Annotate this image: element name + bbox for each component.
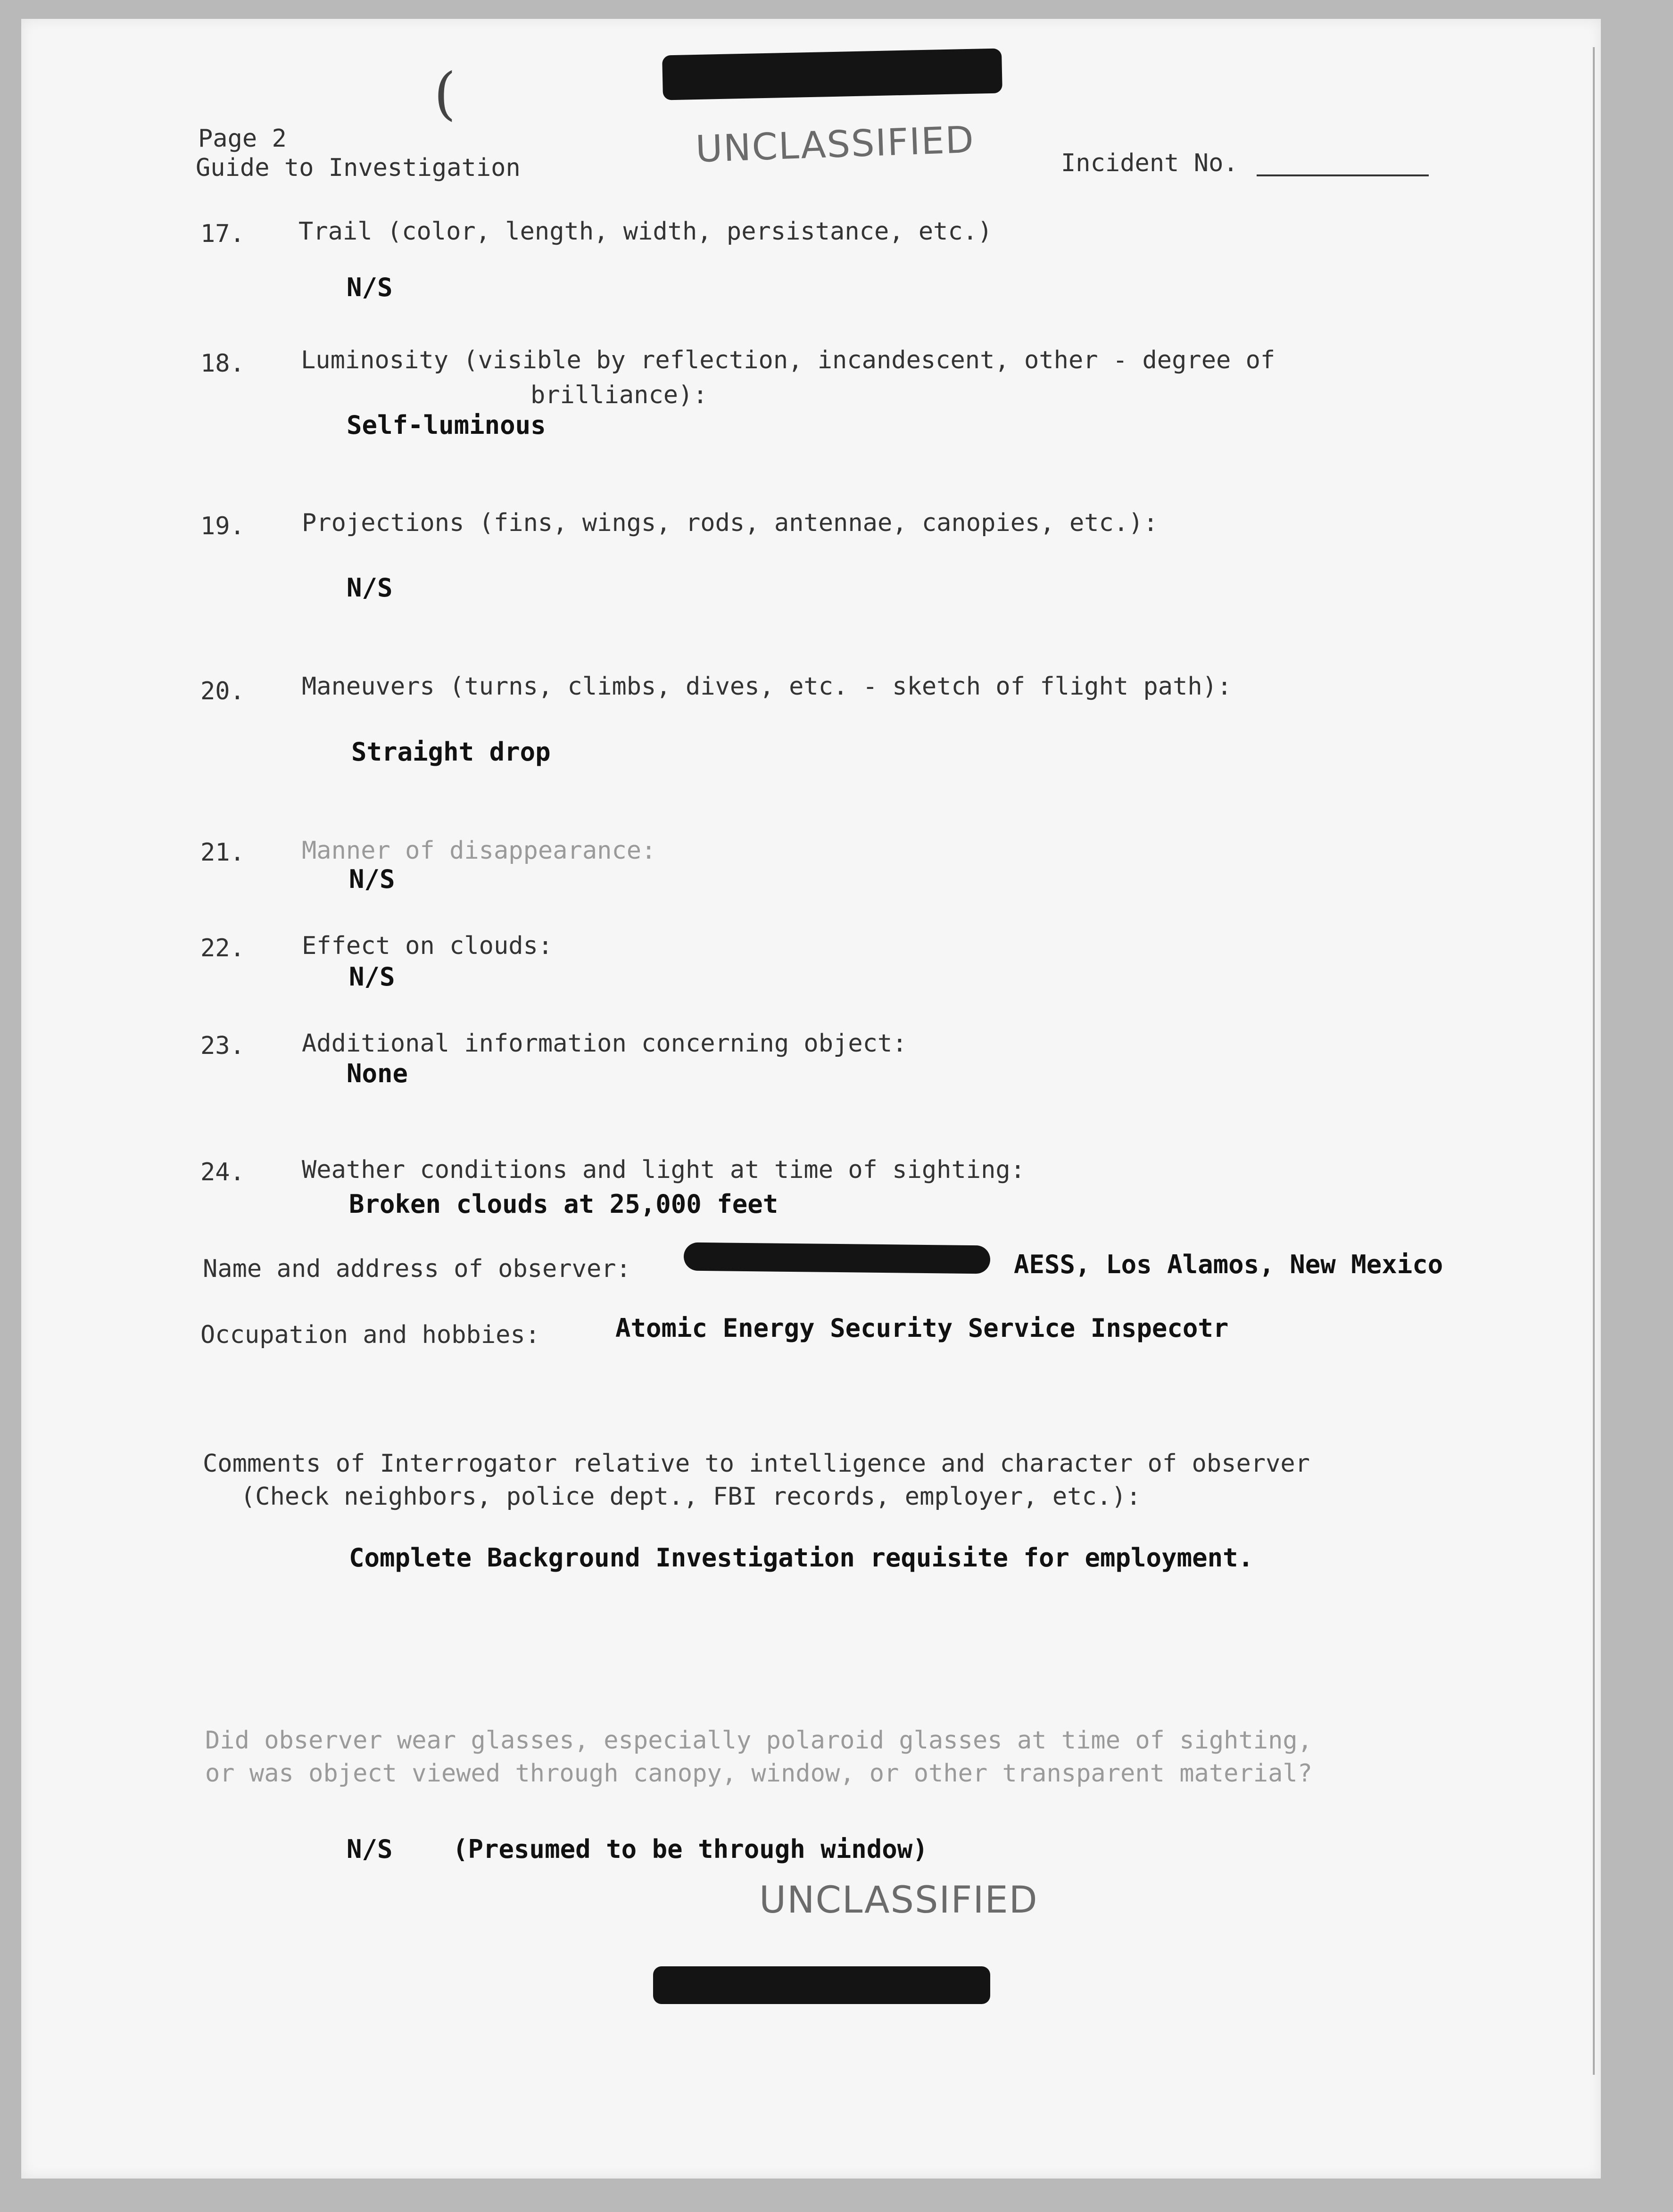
item-answer: N/S — [349, 962, 395, 992]
redaction-bottom — [653, 1966, 990, 2004]
glasses-question-line1: Did observer wear glasses, especially polaroid glasses at time of sighting, — [205, 1726, 1312, 1755]
item-question: Trail (color, length, width, persistance, etc.) — [298, 217, 993, 246]
item-question: Additional information concerning object: — [302, 1029, 907, 1058]
item-answer: Broken clouds at 25,000 feet — [349, 1189, 779, 1219]
guide-title: Guide to Investigation — [196, 154, 521, 182]
item-question: Effect on clouds: — [302, 932, 553, 960]
page-edge — [1593, 47, 1595, 2075]
item-answer: N/S — [347, 273, 393, 302]
glasses-question-line2: or was object viewed through canopy, window, or other transparent material? — [205, 1759, 1312, 1788]
item-answer: N/S — [347, 573, 393, 603]
margin-mark: ( — [434, 61, 456, 127]
occupation-label: Occupation and hobbies: — [200, 1321, 540, 1349]
item-number: 19. — [200, 512, 245, 540]
item-question: Weather conditions and light at time of sighting: — [302, 1156, 1026, 1184]
item-question: Projections (fins, wings, rods, antennae, canopies, etc.): — [302, 509, 1158, 537]
item-question: Maneuvers (turns, climbs, dives, etc. - sketch of flight path): — [302, 672, 1232, 701]
item-number: 21. — [200, 838, 245, 867]
glasses-answer-note: (Presumed to be through window) — [453, 1834, 928, 1864]
observer-address: AESS, Los Alamos, New Mexico — [1014, 1250, 1443, 1279]
redaction-observer-name — [684, 1243, 991, 1274]
page-number: Page 2 — [198, 124, 287, 153]
item-question: Luminosity (visible by reflection, incandescent, other - degree of — [301, 346, 1275, 374]
comments-answer: Complete Background Investigation requisite for employment. — [349, 1543, 1254, 1573]
item-number: 24. — [200, 1158, 245, 1186]
classification-stamp-top: UNCLASSIFIED — [695, 118, 976, 171]
item-question-continued: brilliance): — [530, 381, 708, 409]
item-number: 20. — [200, 677, 245, 705]
item-number: 22. — [200, 934, 245, 962]
incident-label: Incident No. — [1061, 149, 1238, 177]
item-number: 17. — [200, 220, 245, 248]
item-answer: Straight drop — [351, 737, 551, 767]
item-answer: N/S — [349, 864, 395, 894]
comments-label-line1: Comments of Interrogator relative to intelligence and character of observer — [203, 1450, 1310, 1478]
incident-number-blank — [1257, 174, 1429, 176]
observer-name-label: Name and address of observer: — [203, 1255, 631, 1283]
glasses-answer-code: N/S — [347, 1834, 393, 1864]
redaction-top — [662, 48, 1002, 100]
item-question: Manner of disappearance: — [302, 837, 656, 865]
item-answer: None — [347, 1059, 408, 1088]
item-answer: Self-luminous — [347, 410, 546, 440]
item-number: 23. — [200, 1032, 245, 1060]
occupation-value: Atomic Energy Security Service Inspecotr — [615, 1313, 1229, 1343]
item-number: 18. — [200, 349, 245, 378]
comments-label-line2: (Check neighbors, police dept., FBI records, employer, etc.): — [240, 1483, 1141, 1511]
classification-stamp-bottom: UNCLASSIFIED — [759, 1879, 1038, 1922]
